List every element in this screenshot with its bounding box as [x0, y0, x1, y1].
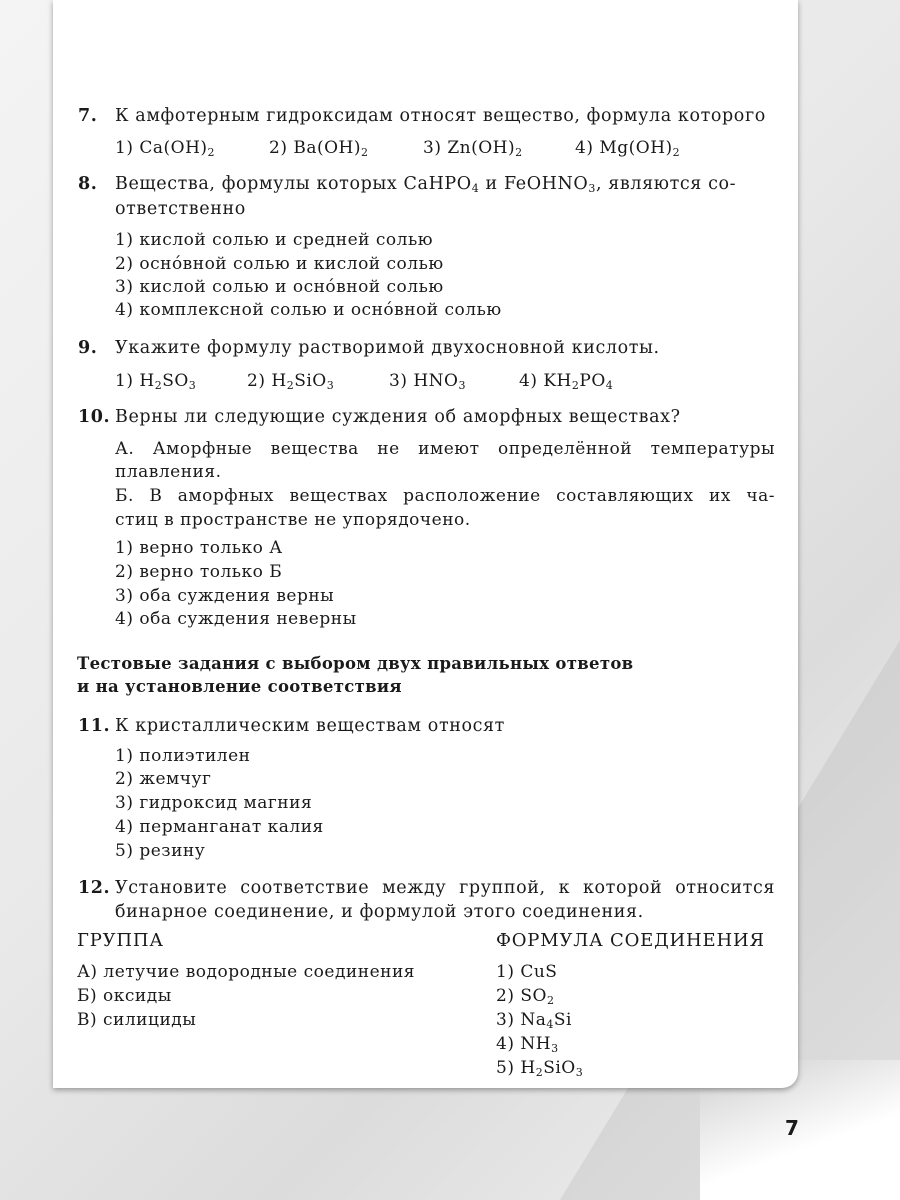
- question-number: 12.: [78, 878, 111, 898]
- question-text: Укажите формулу растворимой двухосновной кислоты.: [115, 338, 660, 358]
- q7-option-1: 1) $Ca(OH)_2$: [115, 138, 216, 159]
- formula-column-header: ФОРМУЛА СОЕДИНЕНИЯ: [496, 930, 765, 951]
- question-text: К кристаллическим веществам относят: [115, 716, 505, 736]
- question-number: 11.: [78, 716, 111, 736]
- question-number: 10.: [78, 407, 111, 427]
- q8-option-3: 3) кислой солью и оснóвной солью: [115, 277, 444, 297]
- worksheet-page: 7. К амфотерным гидроксидам относят вещество, формула которого 1) $Ca(OH)_2$ 2) $Ba(OH)_2$ 3) $Zn(OH)_2$ 4) $Mg(OH)_2$ 8. Вещества, формулы которых CaHPO$_4$ и FeOHNO$_3$, являются со- ответственно 1) кислой солью и средней солью 2) оснóвной солью и кислой солью 3) кислой солью и оснóвной солью 4) комплексной солью и оснóвной солью 9. Укажите формулу растворимой двухосновной кислоты. 1) $H_2SO_3$ 2) $H_2SiO_3$ 3) $HNO_3$ 4) $KH_2PO_4$ 10. Верны ли следующие суждения об аморфных веществах? А. Аморфные вещества не имеют определённой температуры плавления. Б. В аморфных веществах расположение составляющих их ча- стиц в пространстве не упорядочено. 1) верно только А 2) верно только Б 3) оба суждения верны 4) оба суждения неверны Тестовые задания с выбором двух правильных ответов и на установление соответствия 11. К кристаллическим веществам относят 1) полиэтилен 2) жемчуг 3) гидроксид магния 4) перманганат калия 5) резину 12. Установите соответствие между группой, к которой относится бинарное соединение, и формулой этого соединения. ГРУППА ФОРМУЛА СОЕДИНЕНИЯ А) летучие водородные соединения Б) оксиды В) силициды 1) CuS 2) $SO_2$ 3) $Na_4Si$ 4) $NH_3$ 5) $H_2SiO_3$: [53, 0, 798, 1088]
- q10-option-4: 4) оба суждения неверны: [115, 609, 357, 629]
- formula-item: 2) $SO_2$: [496, 986, 555, 1007]
- question-text: К амфотерным гидроксидам относят вещество, формула которого: [115, 106, 766, 126]
- q11-option-2: 2) жемчуг: [115, 769, 212, 789]
- question-number: 9.: [78, 338, 98, 358]
- q10-option-1: 1) верно только А: [115, 538, 283, 558]
- question-text: Верны ли следующие суждения об аморфных веществах?: [115, 407, 681, 427]
- group-column-header: ГРУППА: [77, 930, 164, 951]
- q10-option-3: 3) оба суждения верны: [115, 586, 335, 606]
- page-number: 7: [785, 1116, 799, 1140]
- q11-option-1: 1) полиэтилен: [115, 746, 251, 766]
- q7-option-2: 2) $Ba(OH)_2$: [269, 138, 369, 159]
- formula-item: 4) $NH_3$: [496, 1034, 559, 1055]
- formula-item: 3) $Na_4Si$: [496, 1010, 572, 1031]
- q9-option-3: 3) $HNO_3$: [389, 371, 466, 392]
- q11-option-4: 4) перманганат калия: [115, 817, 324, 837]
- q8-option-4: 4) комплексной солью и оснóвной солью: [115, 300, 502, 320]
- statement-a-line2: плавления.: [115, 462, 222, 482]
- q7-option-4: 4) $Mg(OH)_2$: [575, 138, 681, 159]
- group-item: Б) оксиды: [77, 986, 172, 1006]
- formula-item: 1) CuS: [496, 962, 558, 982]
- group-item: В) силициды: [77, 1010, 197, 1030]
- group-item: А) летучие водородные соединения: [77, 962, 416, 982]
- statement-b-line1: Б. В аморфных веществах расположение составляющих их ча-: [115, 486, 775, 506]
- q9-option-1: 1) $H_2SO_3$: [115, 371, 197, 392]
- q8-option-1: 1) кислой солью и средней солью: [115, 230, 434, 250]
- q10-option-2: 2) верно только Б: [115, 562, 283, 582]
- q11-option-3: 3) гидроксид магния: [115, 793, 313, 813]
- statement-b-line2: стиц в пространстве не упорядочено.: [115, 510, 471, 530]
- q7-option-3: 3) $Zn(OH)_2$: [423, 138, 523, 159]
- q11-option-5: 5) резину: [115, 841, 206, 861]
- statement-a-line1: А. Аморфные вещества не имеют определённой температуры: [115, 439, 775, 459]
- section-heading-line1: Тестовые задания с выбором двух правильных ответов: [77, 654, 634, 673]
- q9-option-2: 2) $H_2SiO_3$: [247, 371, 335, 392]
- question-text: Вещества, формулы которых CaHPO$_4$ и FeOHNO$_3$, являются со-: [115, 174, 737, 195]
- question-number: 8.: [78, 174, 98, 194]
- q8-option-2: 2) оснóвной солью и кислой солью: [115, 254, 444, 274]
- question-text: Установите соответствие между группой, к которой относится: [115, 878, 775, 898]
- section-heading-line2: и на установление соответствия: [77, 677, 402, 696]
- formula-item: 5) $H_2SiO_3$: [496, 1058, 584, 1079]
- q9-option-4: 4) $KH_2PO_4$: [519, 371, 614, 392]
- question-number: 7.: [78, 106, 98, 126]
